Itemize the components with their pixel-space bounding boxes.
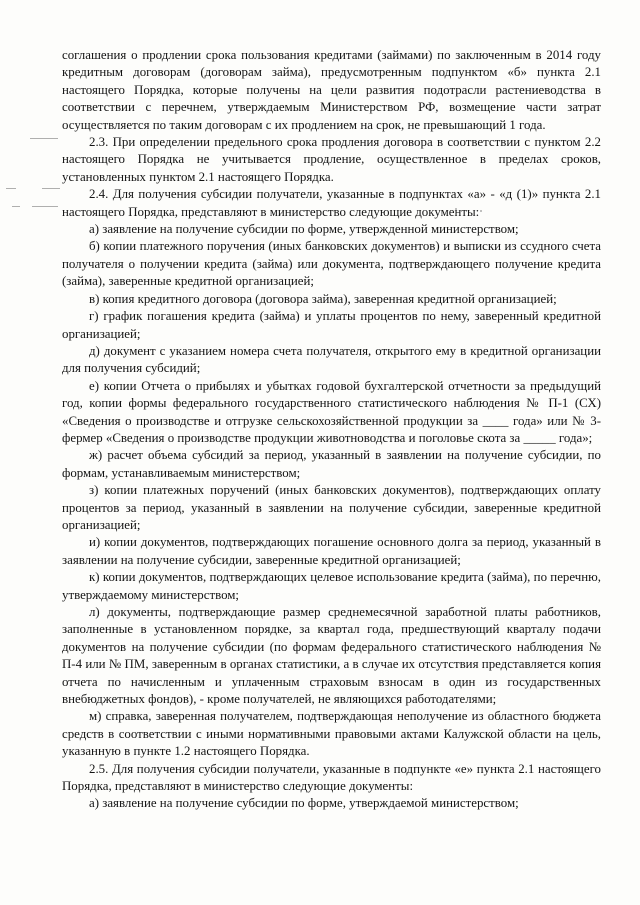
list-item-l: л) документы, подтверждающие размер среднемесячной заработной платы работников, заполненные в установленном порядке, за квартал года, предшествующий кварталу подачи документов на получение субсидии (по формам федерального статистического наблюдения № П-4 или № ПМ, заверенным в органах статистики, а в случае их отсутствия представляется копия отчета по начисленным и уплаченным страховым взносам в один из государственных внебюджетных фондов), - кроме получателей, не являющихся работодателями; — [62, 605, 601, 707]
list-item-b: б) копии платежного поручения (иных банковских документов) и выписки из ссудного счета получателя о получении кредита (займа) или документа, подтверждающего получение кредита (займа), заверенные кредитной организацией; — [62, 239, 601, 289]
list-item-d: д) документ с указанием номера счета получателя, открытого ему в кредитной организации для получения субсидий; — [62, 343, 601, 376]
paragraph-2-4: 2.4. Для получения субсидии получатели, указанные в подпунктах «а» - «д (1)» пункта 2.1 настоящего Порядка, представляют в министерство следующие документы: — [62, 187, 601, 219]
list-item-e: е) копии Отчета о прибылях и убытках годовой бухгалтерской отчетности за предыдущий год, копии формы федерального государственного статистического наблюдения № П-1 (СХ) «Сведения о производстве и отгрузке сельскохозяйственной продукции за ____ года» или № 3-фермер «Сведения о производстве продукции животноводства и поголовье скота за _____ года»; — [62, 378, 601, 445]
scan-artifact — [0, 182, 62, 196]
list-item-a: а) заявление на получение субсидии по форме, утвержденной министерством; — [89, 222, 519, 237]
list-item-m: м) справка, заверенная получателем, подтверждающая неполучение из областного бюджета средств в соответствии с иными нормативными правовыми актами Калужской области на цель, указанную в пункте 1.2 настоящего Порядка. — [62, 709, 601, 759]
paragraph-agreement-extension: соглашения о продлении срока пользования кредитами (займами) по заключенным в 2014 году кредитным договорам (договорам займа), предусмотренным подпунктом «б» пункта 2.1 настоящего Порядка, которые получены на цели развития подотрасли растениеводства в соответствии с перечнем, утверждаемым Министерством РФ, возмещение части затрат осуществляется по таким договорам с их продлением на срок, не превышающий 1 года. — [62, 48, 601, 132]
list-item-i: и) копии документов, подтверждающих погашение основного долга за период, указанный в заявлении на получение субсидии, заверенные кредитной организацией; — [62, 535, 601, 567]
list-item-z: з) копии платежных поручений (иных банковских документов), подтверждающих оплату процентов за период, указанный в заявлении на получение субсидии, заверенные кредитной организацией; — [62, 483, 601, 532]
list-item-v: в) копия кредитного договора (договора займа), заверенная кредитной организацией; — [89, 291, 557, 306]
paragraph-2-3: 2.3. При определении предельного срока продления договора в соответствии с пунктом 2.2 настоящего Порядка не учитывается продление, осуществленное в пределах сроков, установленных пунктом 2.1 настоящего Порядка. — [62, 135, 601, 184]
scan-artifact — [0, 132, 62, 146]
list-item-zh: ж) расчет объема субсидий за период, указанный в заявлении на получение субсидии, по формам, устанавливаемым министерством; — [62, 448, 601, 480]
list-item-g: г) график погашения кредита (займа) и уплаты процентов по нему, заверенный кредитной организацией; — [62, 309, 601, 341]
document-body — [62, 47, 601, 813]
paragraph-2-5: 2.5. Для получения субсидии получатели, указанные в подпункте «е» пункта 2.1 настоящего Порядка, представляют в министерство следующие документы: — [62, 761, 601, 794]
list-item-k: к) копии документов, подтверждающих целевое использование кредита (займа), по перечню, утверждаемому министерством; — [62, 570, 601, 602]
scan-artifact — [0, 200, 62, 214]
list-item-a-2-5: а) заявление на получение субсидии по форме, утверждаемой министерством; — [89, 796, 519, 811]
